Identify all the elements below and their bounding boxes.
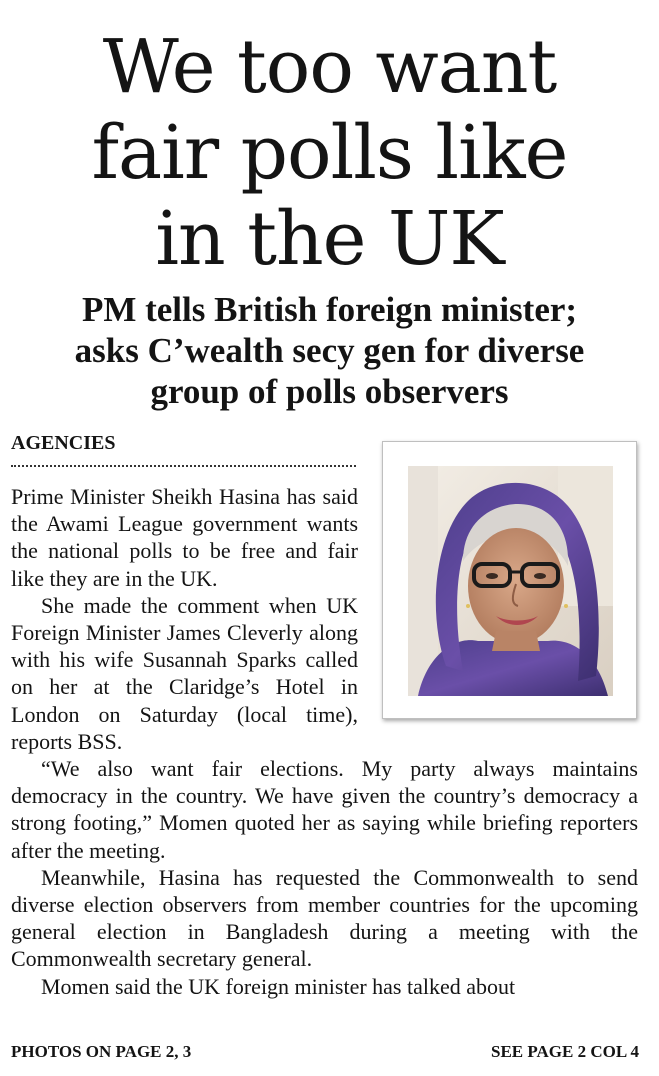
continued-reference: SEE PAGE 2 COL 4 — [491, 1042, 639, 1061]
headline-line-3: in the UK — [155, 196, 504, 282]
paragraph-2: She made the comment when UK Foreign Minister James Cleverly along with his wife Susannah Sparks called on her at the Claridge’s Hotel in London on Saturday (local time), reports BSS. — [11, 592, 358, 754]
headline-line-2: fair polls like — [91, 110, 568, 196]
subheadline — [0, 289, 659, 412]
headline-line-1: We too want — [102, 24, 557, 110]
article-body — [11, 483, 638, 1000]
paragraph-3: “We also want fair elections. My party always maintains democracy in the country. We have given the country’s democracy a strong footing,” Momen quoted her as saying while briefing reporters after the meeting. — [11, 756, 638, 863]
byline-divider — [11, 465, 356, 467]
paragraph-4: Meanwhile, Hasina has requested the Commonwealth to send diverse election observers from member countries for the upcoming general election in Bangladesh during a meeting with the Commonwealth secretary general. — [11, 864, 638, 972]
headline — [0, 24, 659, 282]
subheadline-line-1: PM tells British foreign minister; — [81, 290, 578, 329]
paragraph-1: Prime Minister Sheikh Hasina has said the Awami League government wants the national polls to be free and fair like they are in the UK. — [11, 484, 358, 591]
photos-reference: PHOTOS ON PAGE 2, 3 — [11, 1042, 192, 1061]
subheadline-line-2: asks C’wealth secy gen for diverse — [74, 331, 585, 370]
subheadline-line-3: group of polls observers — [150, 372, 509, 411]
byline: AGENCIES — [11, 432, 116, 454]
paragraph-5: Momen said the UK foreign minister has talked about — [41, 973, 516, 999]
